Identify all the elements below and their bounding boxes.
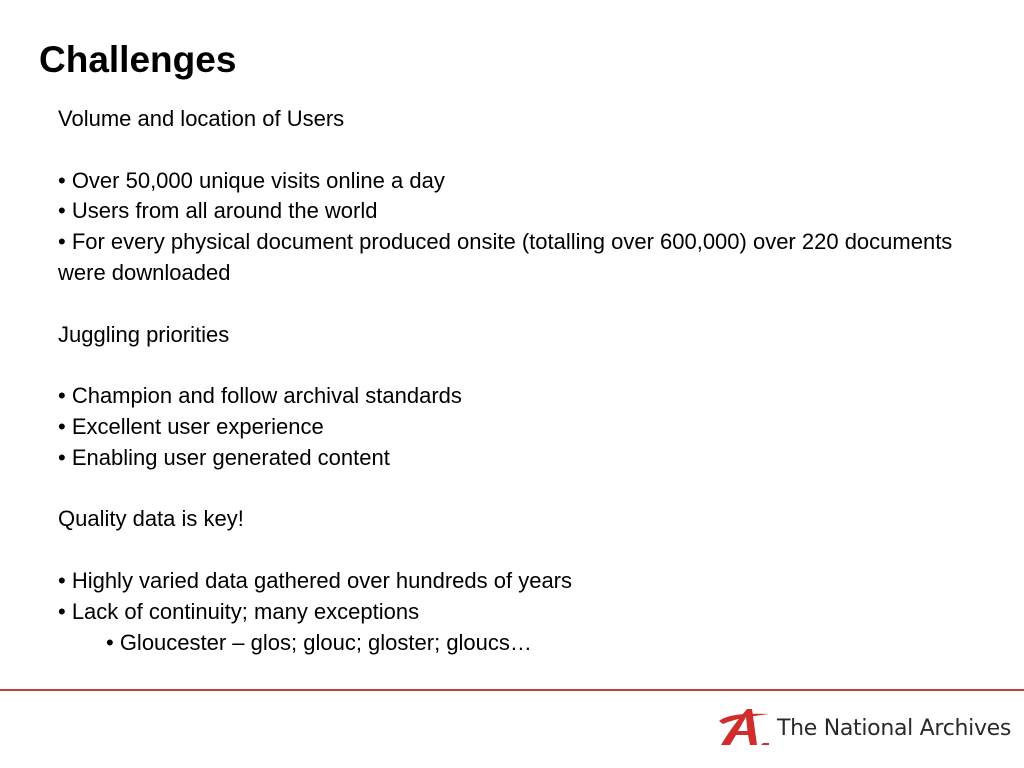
sub-bullet-item: • Gloucester – glos; glouc; gloster; gloucs… (106, 629, 532, 655)
spacer (58, 289, 988, 320)
section-heading-priorities: Juggling priorities (58, 321, 230, 347)
spacer (58, 135, 988, 166)
national-archives-a-logo-icon (717, 705, 771, 749)
bullet-item: • For every physical document produced onsite (totalling over 600,000) over 220 documents were downloaded (58, 229, 953, 285)
footer-divider (0, 689, 1024, 691)
slide-body (58, 104, 988, 658)
section-heading-quality: Quality data is key! (58, 506, 244, 532)
spacer (58, 535, 988, 566)
spacer (58, 474, 988, 505)
bullet-item: • Champion and follow archival standards (58, 383, 462, 409)
bullet-item: • Excellent user experience (58, 413, 324, 439)
logo-text: The National Archives (777, 715, 1012, 741)
national-archives-logo (717, 705, 1011, 749)
bullet-item: • Over 50,000 unique visits online a day (58, 167, 445, 193)
slide-title: Challenges (39, 39, 237, 80)
bullet-item: • Highly varied data gathered over hundreds of years (58, 567, 573, 593)
spacer (58, 350, 988, 381)
bullet-item: • Users from all around the world (58, 198, 378, 224)
bullet-item: • Lack of continuity; many exceptions (58, 598, 420, 624)
bullet-item: • Enabling user generated content (58, 444, 390, 470)
section-heading-volume: Volume and location of Users (58, 106, 345, 131)
